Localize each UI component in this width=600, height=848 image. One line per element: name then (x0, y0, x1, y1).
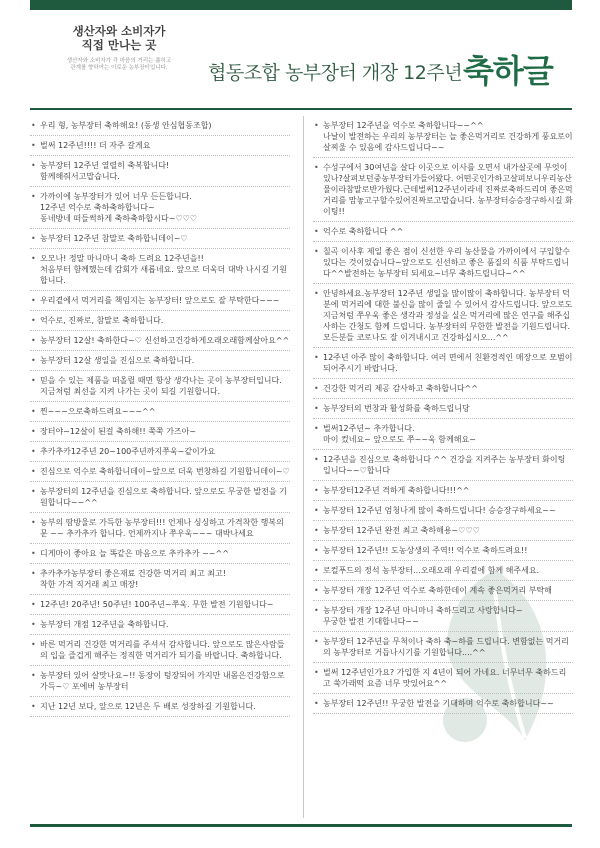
message-item: • 농부장터의 12주년을 진심으로 축하합니다. 앞으로도 무궁한 발전을 기원합니다~~^^ (30, 486, 290, 513)
message-item: • 농부의 땀방울로 가득한 농부장터!!! 언제나 싱싱하고 가격착한 행복의 문 ~~ 추카추카 합니다. 언제까지나 쭈우욱~~~ 대박나세요 (30, 517, 290, 544)
message-item: • 디게마이 좋아요 늘 똑같은 마음으로 추카추카 ~~^^ (30, 548, 290, 564)
message-item: • 농부장터 12주년 엄청나게 많이 축하드립니다! 승승장구하세요~~ (313, 505, 573, 521)
brand-subtitle: 생산자와 소비자가 각 마음의 거리는 좁히고 관계를 향하여는 이로운 농부장터입니다. (66, 58, 172, 71)
brand-block (44, 24, 194, 72)
message-item: • 믿을 수 있는 제품을 떠올릴 때면 항상 생각나는 곳이 농부장터입니다. 지금처럼 최선을 지켜 나가는 곳이 되길 기원합니다. (30, 375, 290, 402)
message-item: • 농부장터 12주년 완전 최고 축하해용~♡♡♡ (313, 525, 573, 541)
message-item: • 로컬푸드의 정석 농부장터...오래오래 우리곁에 함께 해주세요. (313, 565, 573, 581)
right-message-column (313, 120, 573, 718)
message-item: • 우리곁에서 먹거리를 책임지는 농부장터! 앞으로도 잘 부탁한다~~~ (30, 295, 290, 311)
message-item: • 벌써 12주년인가요? 가입한 지 4년이 되어 가네요. 너무너무 축하드리고 쑥가래떡 요즘 너무 맛있어요^^ (313, 667, 573, 694)
message-item: • 건강한 먹거리 제공 감사하고 축하합니다^^ (313, 383, 573, 399)
page-header (30, 10, 572, 110)
message-item: • 칠곡 이사후 제일 좋은 점이 신선한 우리 농산물을 가까이에서 구입할수 있다는 것이었습니다~앞으로도 신선하고 좋은 품질의 식품 부탁드립니다^^발전하는 농부장터 되세요~너무 축하드립니다~^^ (313, 246, 573, 284)
message-item: • 벌써12주년~ 추카합니다. 마이 컸네요~ 앞으로도 쭈~~욱 함께해요~ (313, 423, 573, 450)
message-item: • 찐~~~으로축하드려요~~~^^ (30, 406, 290, 422)
message-item: • 추카추카농부장터 좋은재료 건강한 먹거리 최고 최고! 착한 가격 직거래 최고 매장! (30, 568, 290, 595)
message-item: • 바른 먹거리 건강한 먹거리를 주셔서 감사합니다. 앞으로도 많은사람들의 입을 즐겁게 해주는 정직한 먹거리가 되기를 바랍니다. 축하합니다. (30, 639, 290, 666)
message-item: • 안녕하세요.농부장터 12주년 생일을 많이많이 축하합니다. 농부장터 덕분에 먹거리에 대한 불신을 많이 줄일 수 있어서 감사드립니다. 앞으로도 지금처럼 쭈우욱 좋은 생각과 정성을 실은 먹거리에 많은 연구를 해주십사하는 간청도 함께 드립니다. 농부장터의 무한한 발전을 기원드립니다. 모든분들 코로나도 잘 이겨내시고 건강하십시오...^^ (313, 288, 573, 348)
bottom-color-bar (30, 824, 572, 827)
header-rule (30, 108, 572, 110)
brand-title: 생산자와 소비자가 직접 만나는 곳 (72, 24, 166, 52)
message-item: • 우리 형, 농부장터 축하해요! (동생 안심협동조합) (30, 120, 290, 136)
message-item: • 농부장터 개장 12주년 마니마니 축하드리고 사랑합니다~ 무궁한 발전 기대합니다~~ (313, 605, 573, 632)
message-item: • 농부장터 12주년!! 도농상생의 주역!! 억수로 축하드려요!! (313, 545, 573, 561)
message-item: • 농부장터 12살 생일을 진심으로 축하합니다. (30, 355, 290, 371)
message-item: • 농부장터 12주년 참말로 축하합니데이~♡ (30, 233, 290, 249)
message-item: • 추카추카12주년 20~100주년까지쭈욱~같이가요 (30, 446, 290, 462)
message-item: • 농부장터의 번창과 활성화를 축하드립니당 (313, 403, 573, 419)
message-item: • 농부장터 개장 12주년 억수로 축하한데이 계속 좋은먹거리 부탁해 (313, 585, 573, 601)
message-item: • 12주년을 진심으로 축하합니다 ^^ 건강을 지켜주는 농부장터 화이팅입니다~~♡합니다 (313, 454, 573, 481)
message-item: • 가까이에 농부장터가 있어 너무 든든합니다. 12주년 억수로 축하축하합니다~ 동네방네 떠들썩하게 축하축하합시다~♡♡♡ (30, 191, 290, 229)
message-item: • 농부장터 12주년을 억수로 축하합니다~~^^ 나날이 발전하는 우리의 농부장터는 늘 좋은먹거리로 건강하게 풍요로이 살찌울 수 있음에 감사드립니다~~ (313, 120, 573, 158)
message-item: • 오모나! 정말 마니마니 축하 드려요 12주년을!! 처음부터 함께했는데 감회가 새롭네요. 앞으로 더욱더 대박 나시길 기원합니다. (30, 253, 290, 291)
message-item: • 농부장터 있어 살맛나요~!! 동장이 텅장되어 가지만 내몸은건강함으로가득~♡ 포에버 농부장터 (30, 670, 290, 697)
message-item: • 농부장터12주년 격하게 축하합니다!!!^^ (313, 485, 573, 501)
top-color-bar (30, 0, 572, 10)
message-item: • 억수로 축하합니다 ^^ (313, 226, 573, 242)
message-item: • 수성구에서 30여년을 살다 이곳으로 이사를 오면서 내가살곳에 무엇이있나?살펴보던중농부장터가들어왔다. 어떤곳인가하고살펴보니우리농산물이라참말로반가웠다.근데벌써12주년이라네 진짜로축하드리며 좋은먹거리를 맘놓고구할수있어진짜로고맙습니다. 농부장터승승장구하시길 화이팅!! (313, 162, 573, 222)
page-title-emphasis: 축하글 (463, 52, 553, 90)
message-item: • 농부장터 개점 12주년을 축하합니다. (30, 619, 290, 635)
message-item: • 억수로, 진짜로, 참말로 축하합니다. (30, 315, 290, 331)
message-item: • 진심으로 억수로 축하합니데이~앞으로 더욱 번창하길 기원합니데이~♡ (30, 466, 290, 482)
message-item: • 12주년! 20주년! 50주년! 100주년~쭈욱. 무한 발전 기원합니다~ (30, 599, 290, 615)
message-item: • 농부장터 12살! 축하한다~♡ 신선하고건강하게오래오래함께살아요^^ (30, 335, 290, 351)
message-item: • 농부장터 12주년을 무척이나 축하 축~하를 드립니다. 변함없는 먹거리의 농부장터로 거듭나시기를 기원합니다....^^ (313, 636, 573, 663)
message-item: • 장터야~12살이 된걸 축하해!! 쭉쭉 가즈아~ (30, 426, 290, 442)
message-item: • 농부장터 12주년!! 무궁한 발전을 기대하며 억수로 축하합니다~~ (313, 698, 573, 714)
left-message-column (30, 120, 290, 721)
message-item: • 농부장터 12주년 열렬히 축복합니다! 함께해줘서고맙습니다. (30, 160, 290, 187)
message-item: • 12주년 아주 많이 축하합니다. 여러 면에서 친환경적인 매장으로 모범이 되어주시기 바랍니다. (313, 352, 573, 379)
message-item: • 벌써 12주년!!!! 더 자주 갈게요 (30, 140, 290, 156)
page-title: 협동조합 농부장터 개장 12주년 (208, 62, 463, 84)
message-item: • 지난 12년 보다, 앞으로 12년은 두 배로 성장하길 기원합니다. (30, 701, 290, 717)
column-divider (303, 116, 304, 818)
